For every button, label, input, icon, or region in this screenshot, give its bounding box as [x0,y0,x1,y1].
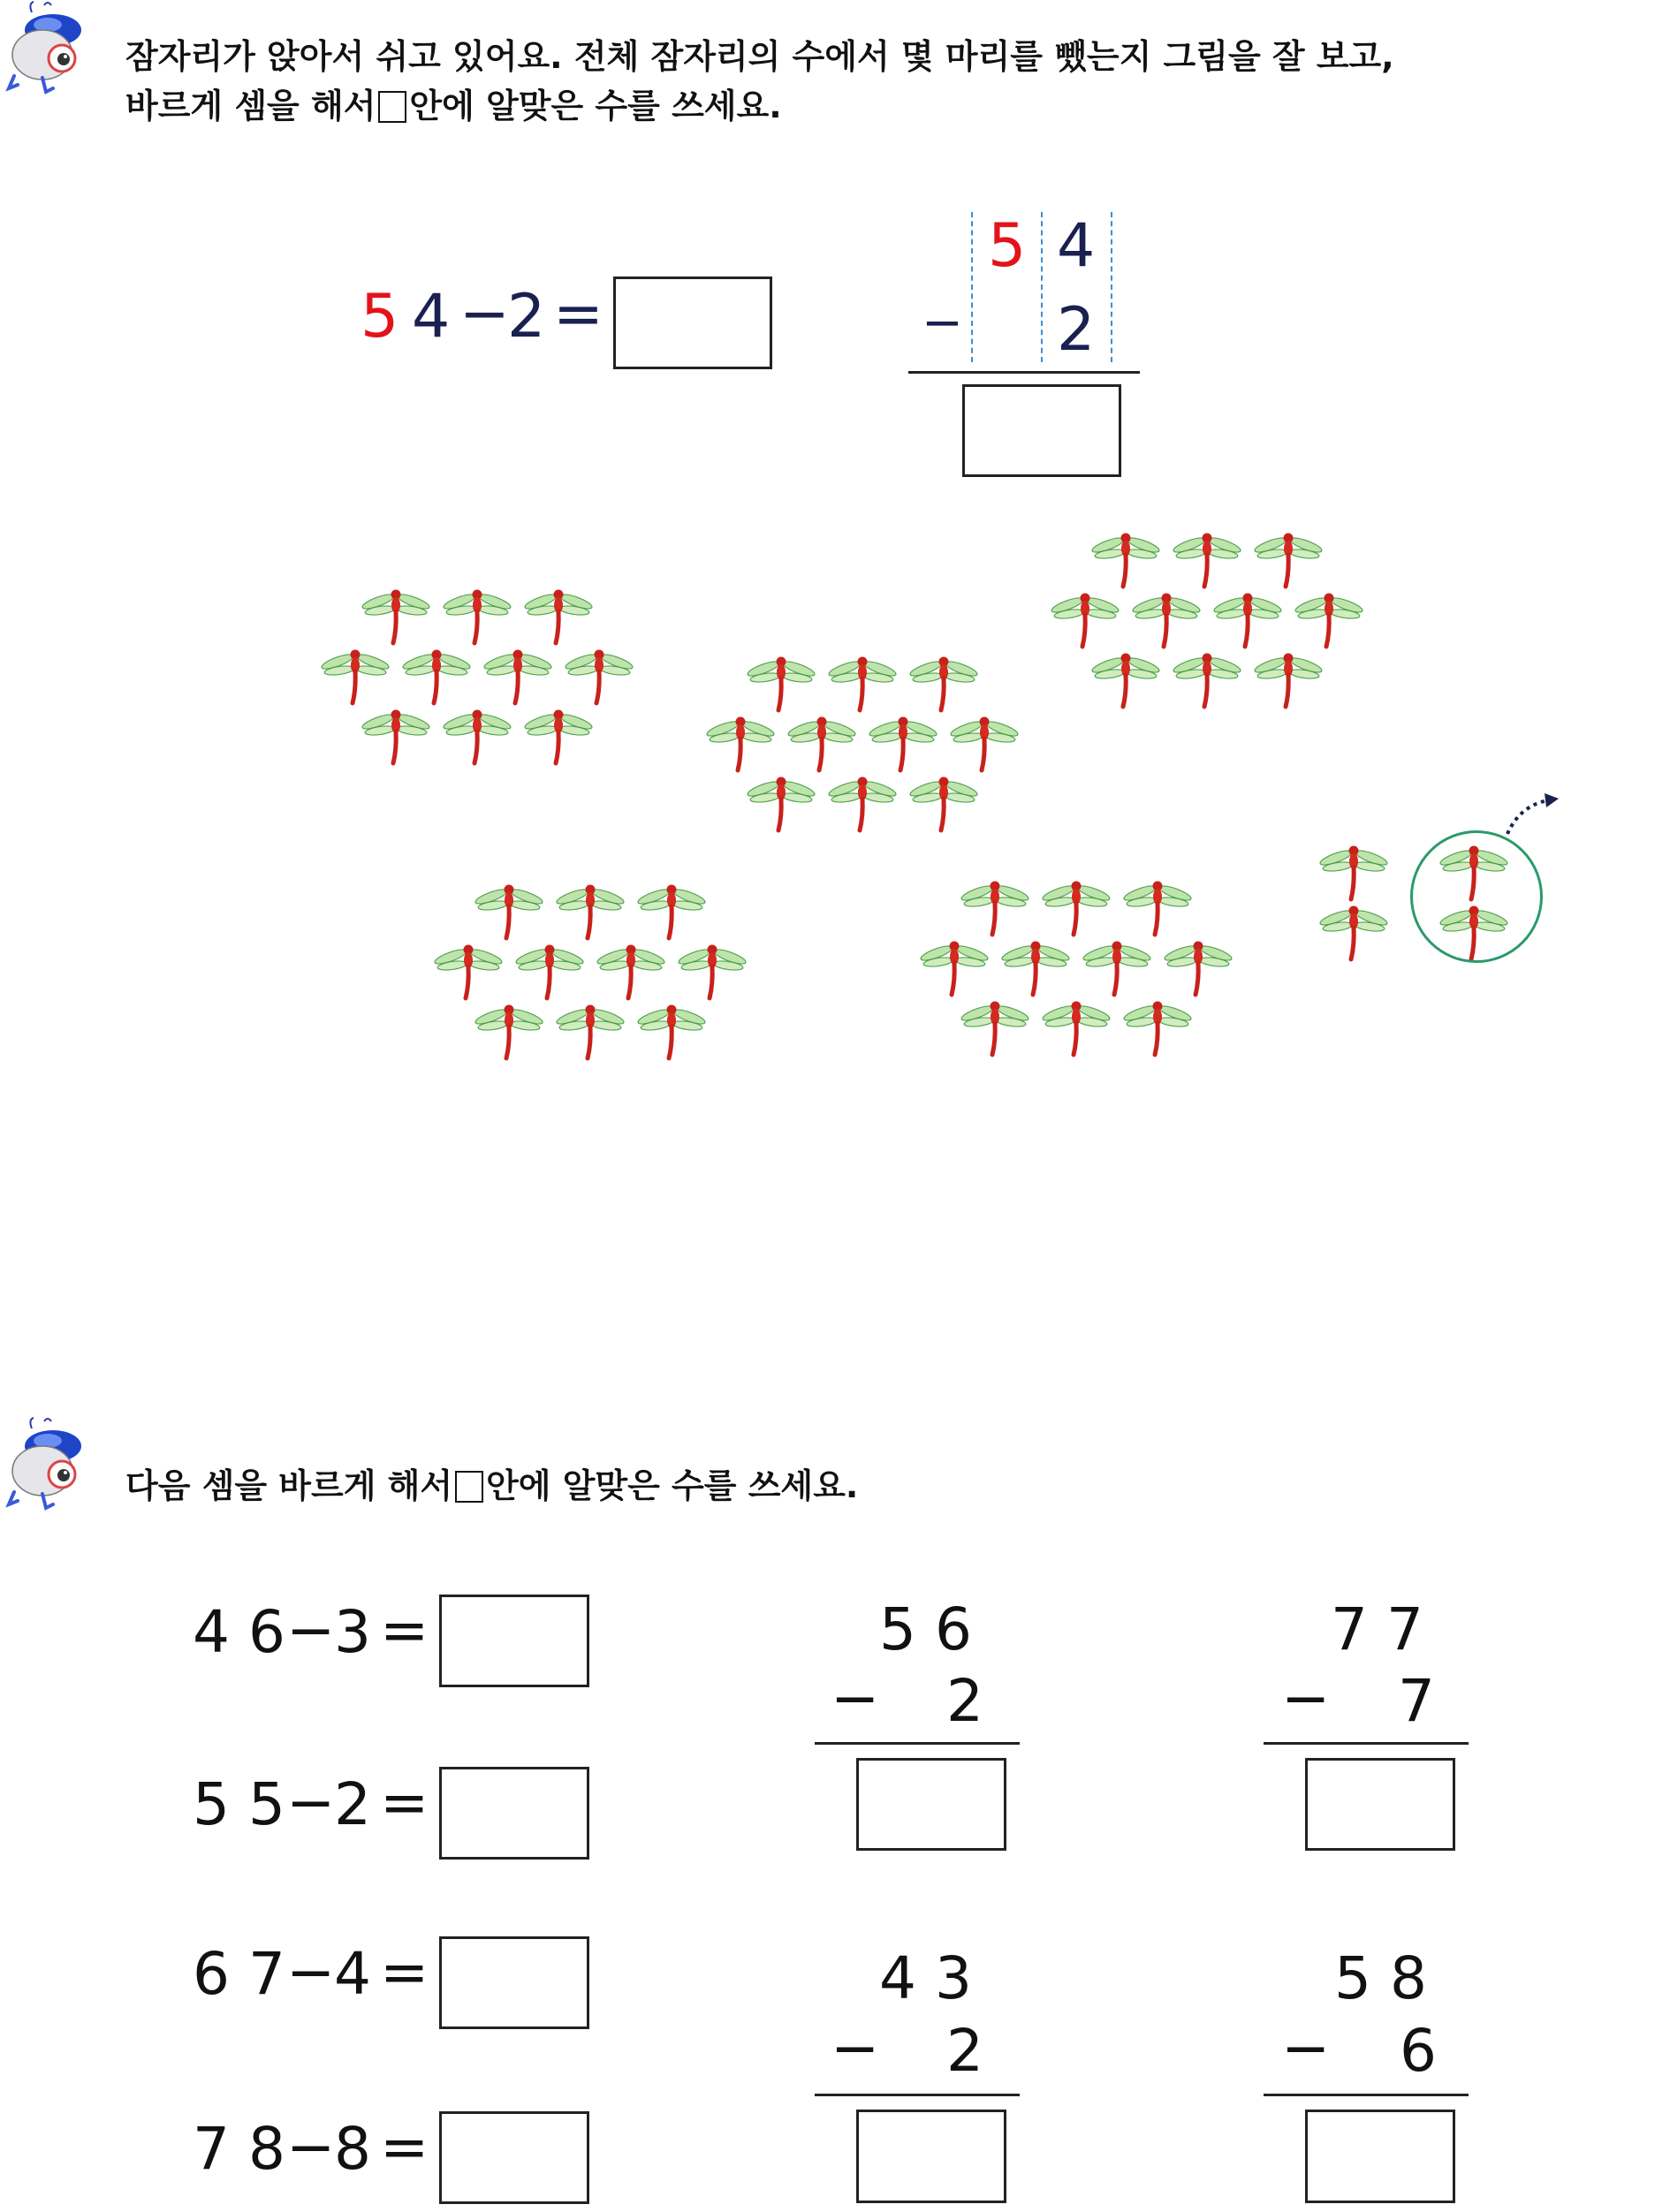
problem-minuend: 7 8 [193,2115,285,2183]
dragonfly-icon [514,940,585,1002]
problem-minuend: 4 6 [193,1598,285,1666]
answer-box-6[interactable] [1305,1758,1455,1851]
dragonfly-icon [705,712,776,774]
dragonfly-icon [523,705,594,767]
dragonfly-icon [1131,588,1202,650]
dragonfly-icon [564,645,634,707]
vertical-sum-line [1264,2094,1469,2096]
example-minus-sign: − [459,279,510,349]
dragonfly-icon [482,645,553,707]
dragonfly-icon [908,652,979,714]
instruction-line-2-end: 안에 알맞은 수를 쓰세요. [409,87,782,125]
problem-equals-sign: = [380,1938,429,2006]
dragonfly-icon [677,940,748,1002]
answer-box-2[interactable] [439,1767,589,1860]
dragonfly-icon [1090,648,1161,710]
vertical-top-number: 5 8 [1334,1944,1427,2012]
vertical-ones-digit: 4 [1057,211,1096,281]
dragonfly-icon [1122,996,1193,1058]
problem-minus-sign: − [286,2113,336,2181]
problem-minus-sign: − [286,1769,336,1837]
vertical-subtrahend: 2 [1057,295,1096,365]
answer-box-3[interactable] [439,1936,589,2029]
section2-instruction-start: 다음 셈을 바르게 해서 [125,1466,453,1505]
example-subtrahend: 2 [507,282,546,352]
small-box-icon [455,1471,483,1503]
dragonfly-icon [960,876,1030,938]
answer-box-7[interactable] [856,2110,1006,2203]
vertical-minus-sign: − [831,1664,880,1732]
vertical-bottom-number: 2 [946,1667,983,1735]
dragonfly-icon [746,772,816,834]
problem-subtrahend: 3 [334,1598,371,1666]
dragonfly-icon [1000,936,1071,998]
vertical-minus-sign: − [1281,1664,1331,1732]
dragonfly-icon [1041,876,1112,938]
dragonfly-icon [523,585,594,647]
example-ones-digit: 4 [412,282,451,352]
problem-minus-sign: − [286,1938,336,2006]
dragonfly-icon [786,712,857,774]
dragonfly-icon [361,585,431,647]
problem-equals-sign: = [380,2113,429,2181]
circle-highlight [1410,830,1543,963]
problem-subtrahend: 8 [334,2115,371,2183]
dragonfly-icon [636,880,707,942]
vertical-sum-line [1264,1742,1469,1745]
dragonfly-icon [919,936,990,998]
vertical-bottom-number: 7 [1398,1667,1435,1735]
dragonfly-icon [1090,528,1161,590]
dragonfly-icon [442,705,512,767]
section2-instruction-end: 안에 알맞은 수를 쓰세요. [486,1466,859,1505]
dragonfly-icon [1163,936,1234,998]
dragonfly-icon [401,645,472,707]
dragonfly-icon [361,705,431,767]
dragonfly-icon [596,940,666,1002]
dragonfly-icon [1122,876,1193,938]
problem-equals-sign: = [380,1596,429,1664]
dragonfly-icon [1082,936,1152,998]
vertical-minus-sign: − [831,2014,880,2082]
vertical-minus-sign: − [1281,2014,1331,2082]
problem-subtrahend: 2 [334,1770,371,1838]
dragonfly-icon [474,880,544,942]
dragonfly-icon [1172,648,1242,710]
vertical-top-number: 7 7 [1331,1595,1423,1663]
dragonfly-icon [555,1000,626,1062]
instruction-line-2-start: 바르게 셈을 해서 [125,87,376,125]
dragonfly-icon [908,772,979,834]
dragonfly-icon [949,712,1020,774]
instruction-line-1: 잠자리가 앉아서 쉬고 있어요. 전체 잠자리의 수에서 몇 마리를 뺐는지 그림을 잘 보고, [125,37,1394,76]
dragonfly-icon [746,652,816,714]
dragonfly-icon [636,1000,707,1062]
example-equals-sign: = [553,279,603,349]
arrow-icon [1502,786,1564,839]
dragonfly-icon [555,880,626,942]
problem-subtrahend: 4 [334,1940,371,2008]
dragonfly-icon [1172,528,1242,590]
dragonfly-icon [1212,588,1283,650]
problem-minus-sign: − [286,1596,336,1664]
dragonfly-icon [474,1000,544,1062]
dragonfly-icon [1318,841,1389,903]
dragonfly-icon [827,772,898,834]
vertical-tens-digit: 5 [988,211,1027,281]
answer-box-4[interactable] [439,2111,589,2204]
problem-minuend: 5 5 [193,1770,285,1838]
vertical-sum-line [815,1742,1020,1745]
vertical-bottom-number: 2 [946,2017,983,2085]
dragonfly-icon [827,652,898,714]
problem-minuend: 6 7 [193,1940,285,2008]
section2-instruction [125,1461,858,1511]
dragonfly-icon [1294,588,1364,650]
dragonfly-field [0,0,1670,1104]
example-tens-digit: 5 [361,282,399,352]
answer-box-5[interactable] [856,1758,1006,1851]
answer-box-1[interactable] [439,1595,589,1687]
dragonfly-icon [1318,901,1389,963]
dragonfly-icon [320,645,391,707]
dragonfly-icon [1041,996,1112,1058]
dragonfly-icon [1253,648,1324,710]
dragonfly-icon [442,585,512,647]
dragonfly-icon [960,996,1030,1058]
dragonfly-icon [1253,528,1324,590]
vertical-top-number: 4 3 [879,1944,972,2012]
vertical-top-number: 5 6 [879,1595,972,1663]
dragonfly-icon [433,940,504,1002]
vertical-minus-sign: − [922,294,963,352]
dragonfly-icon [868,712,938,774]
vertical-sum-line [815,2094,1020,2096]
mascot-icon [2,1416,90,1513]
problem-equals-sign: = [380,1769,429,1837]
answer-box-8[interactable] [1305,2110,1455,2203]
vertical-bottom-number: 6 [1400,2017,1437,2085]
dragonfly-icon [1050,588,1120,650]
